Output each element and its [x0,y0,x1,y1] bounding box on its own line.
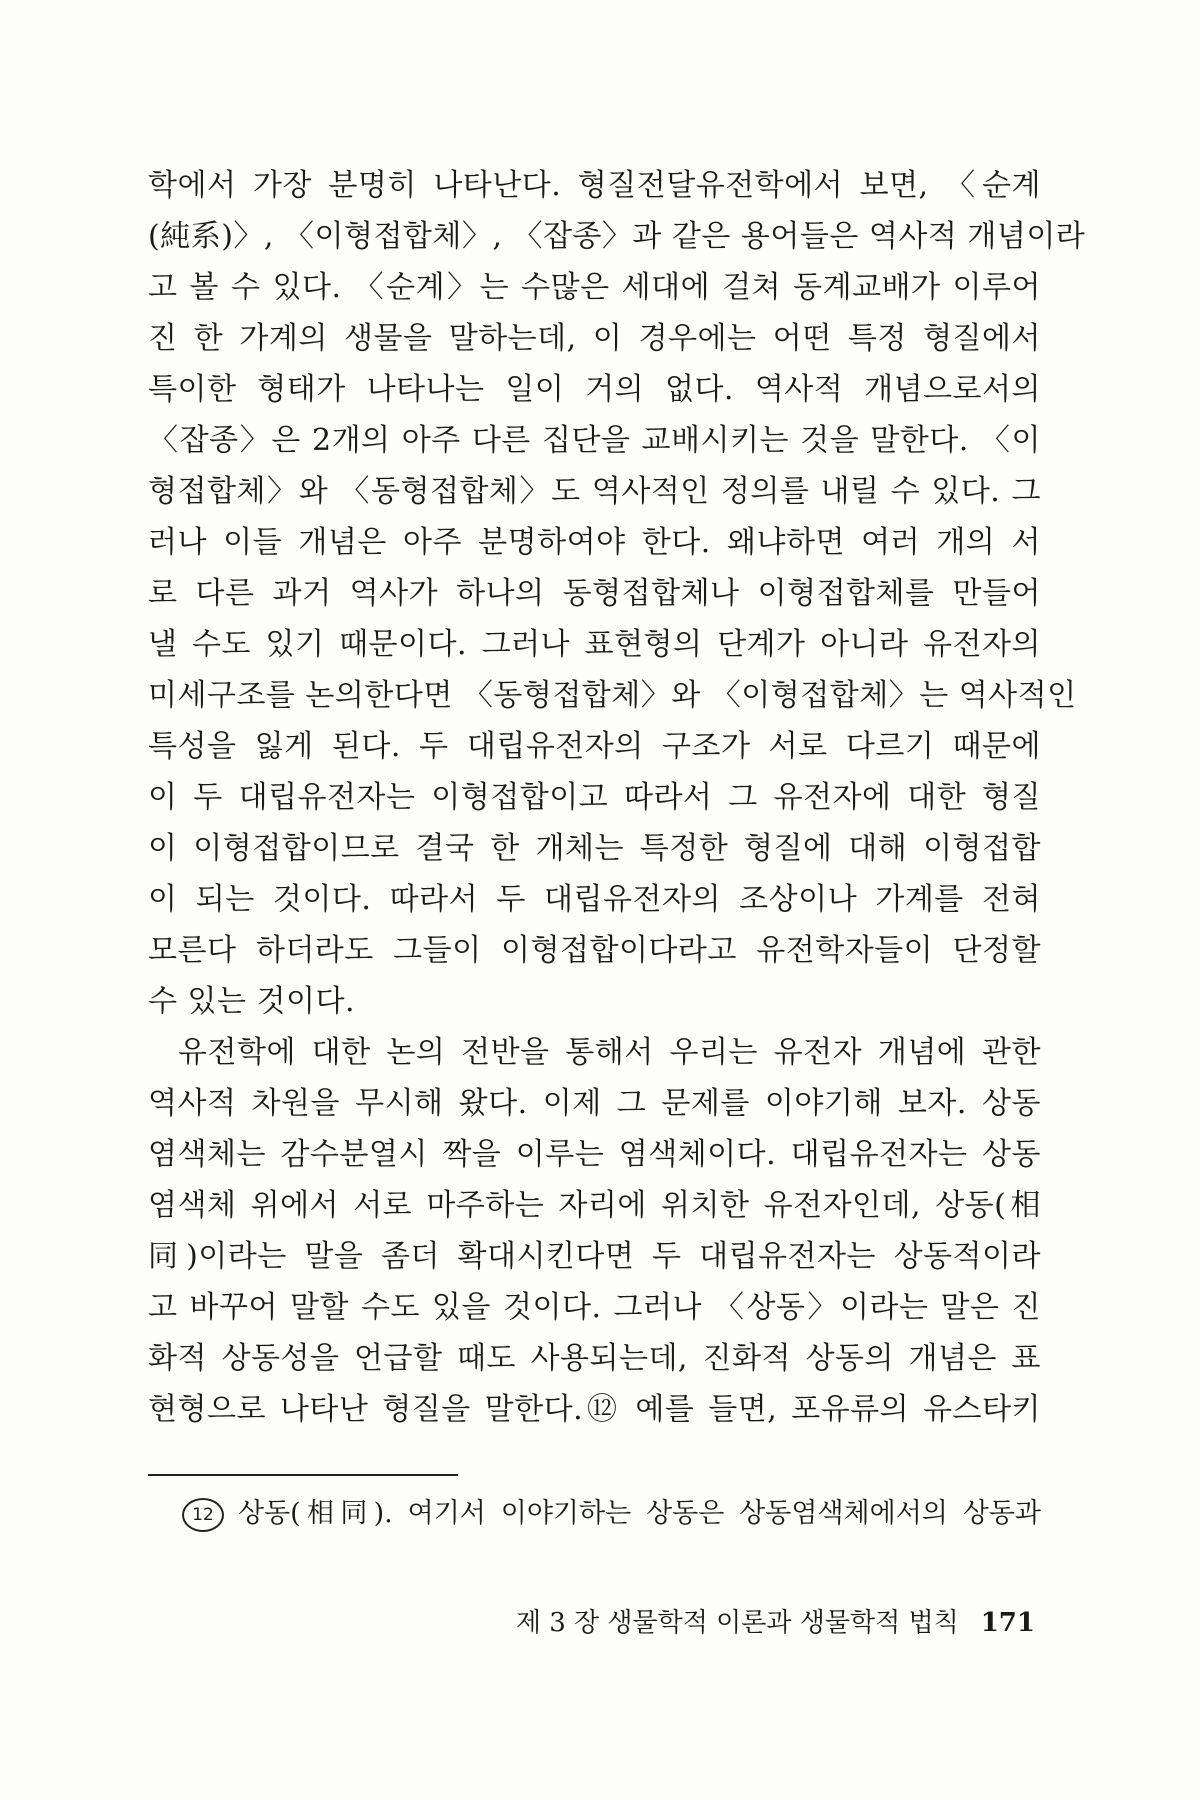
text-line-15: 이 되는 것이다. 따라서 두 대립유전자의 조상이나 가계를 전혀 [148,882,1041,917]
text-line-23: 고 바꾸어 말할 수도 있을 것이다. 그러나 〈상동〉이라는 말은 진 [148,1290,1041,1325]
chapter-title: 제 3 장 생물학적 이론과 생물학적 법칙 [515,1608,959,1638]
text-line-8: 러나 이들 개념은 아주 분명하여야 한다. 왜냐하면 여러 개의 서 [148,525,1041,560]
text-line-7: 형접합체〉와 〈동형접합체〉도 역사적인 정의를 내릴 수 있다. 그 [148,474,1041,509]
text-line-5: 특이한 형태가 나타나는 일이 거의 없다. 역사적 개념으로서의 [148,372,1041,407]
text-line-14: 이 이형접합이므로 결국 한 개체는 특정한 형질에 대해 이형접합 [148,831,1041,866]
footnote [182,1494,1041,1534]
text-line-2: (純系)〉, 〈이형접합체〉, 〈잡종〉과 같은 용어들은 역사적 개념이라 [148,219,1086,254]
text-line-3: 고 볼 수 있다. 〈순계〉는 수많은 세대에 걸쳐 동계교배가 이루어 [148,270,1041,305]
footnote-divider [148,1474,458,1476]
text-line-4: 진 한 가계의 생물을 말하는데, 이 경우에는 어떤 특정 형질에서 [148,321,1041,356]
text-line-17: 수 있는 것이다. [148,984,355,1019]
text-line-24: 화적 상동성을 언급할 때도 사용되는데, 진화적 상동의 개념은 표 [148,1341,1041,1376]
text-line-10: 낼 수도 있기 때문이다. 그러나 표현형의 단계가 아니라 유전자의 [148,627,1041,662]
text-line-1: 학에서 가장 분명히 나타난다. 형질전달유전학에서 보면, 〈순계 [148,168,1041,203]
text-line-6: 〈잡종〉은 2개의 아주 다른 집단을 교배시키는 것을 말한다. 〈이 [148,423,1041,458]
text-line-13: 이 두 대립유전자는 이형접합이고 따라서 그 유전자에 대한 형질 [148,780,1041,815]
text-line-9: 로 다른 과거 역사가 하나의 동형접합체나 이형접합체를 만들어 [148,576,1041,611]
page-number: 171 [980,1608,1035,1638]
text-line-25: 현형으로 나타난 형질을 말한다.⑫ 예를 들면, 포유류의 유스타키 [148,1392,1041,1427]
text-line-11: 미세구조를 논의한다면 〈동형접합체〉와 〈이형접합체〉는 역사적인 [148,678,1077,713]
body-text [148,160,1086,1435]
running-footer [516,1603,1035,1643]
footnote-marker: 12 [182,1498,224,1532]
footnote-text: 상동(相同). 여기서 이야기하는 상동은 상동염색체에서의 상동과 [238,1498,1041,1529]
text-line-21: 염색체 위에서 서로 마주하는 자리에 위치한 유전자인데, 상동(相 [148,1188,1041,1223]
text-line-22: 同)이라는 말을 좀더 확대시킨다면 두 대립유전자는 상동적이라 [148,1239,1041,1274]
text-line-20: 염색체는 감수분열시 짝을 이루는 염색체이다. 대립유전자는 상동 [148,1137,1041,1172]
text-line-12: 특성을 잃게 된다. 두 대립유전자의 구조가 서로 다르기 때문에 [148,729,1041,764]
text-line-16: 모른다 하더라도 그들이 이형접합이다라고 유전학자들이 단정할 [148,933,1041,968]
text-line-18: 유전학에 대한 논의 전반을 통해서 우리는 유전자 개념에 관한 [178,1035,1041,1070]
text-line-19: 역사적 차원을 무시해 왔다. 이제 그 문제를 이야기해 보자. 상동 [148,1086,1041,1121]
